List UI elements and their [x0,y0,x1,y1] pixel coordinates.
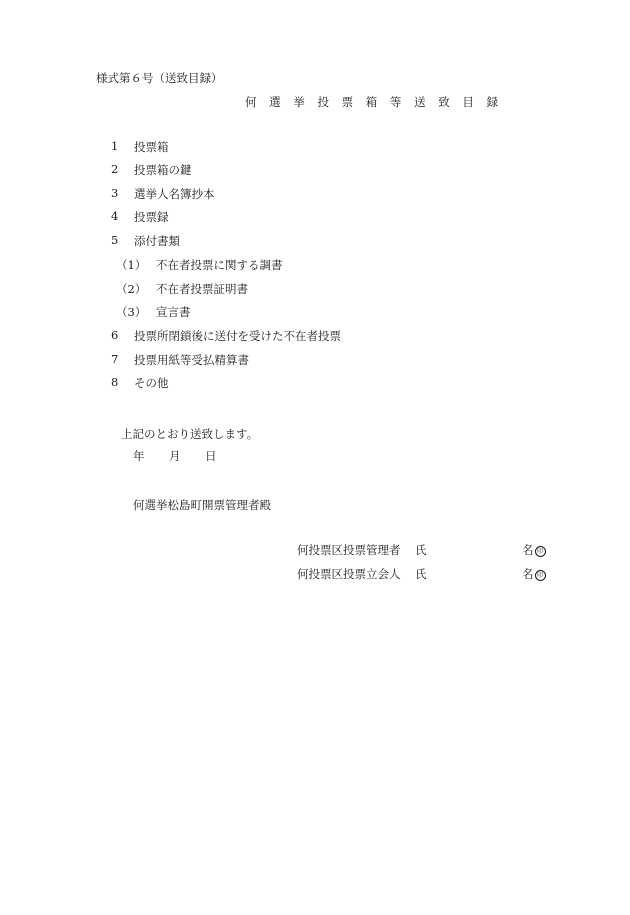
seal-icon: 印 [535,546,546,557]
recipient: 何選挙松島町開票管理者殿 [133,498,271,512]
sub-item-label: 宣言書 [156,305,191,319]
seal-icon: 印 [535,570,546,581]
item-label: 投票箱の鍵 [134,163,192,177]
date-day: 日 [205,449,217,463]
signature-row [297,566,557,582]
date-year: 年 [133,449,145,463]
sub-item-number: （1） [116,258,147,272]
item-number: 2 [111,162,119,176]
sub-item-label: 不在者投票に関する調書 [156,258,283,272]
item-label: 投票用紙等受払精算書 [134,353,249,367]
item-number: 1 [111,139,119,153]
sub-item-number: （3） [116,305,147,319]
signature-surname: 氏 [415,567,427,581]
sub-item-number: （2） [116,282,147,296]
date-month: 月 [169,449,181,463]
item-label: 投票所閉鎖後に送付を受けた不在者投票 [134,329,341,343]
item-label: 投票箱 [134,140,169,154]
signature-role: 何投票区投票立会人 [297,567,401,581]
item-number: 6 [111,328,119,342]
item-number: 5 [111,233,119,247]
item-number: 4 [111,209,119,223]
item-label: 投票録 [134,210,169,224]
signature-surname: 氏 [415,543,427,557]
item-label: 選挙人名簿抄本 [134,187,215,201]
item-label: その他 [134,376,169,390]
form-label: 様式第６号（送致目録） [96,71,223,85]
item-number: 7 [111,352,119,366]
closing-statement: 上記のとおり送致します。 [121,427,259,441]
item-number: 8 [111,375,119,389]
sub-item-label: 不在者投票証明書 [156,282,248,296]
signature-name: 名 印 [522,566,546,582]
signature-row [297,542,557,558]
item-label: 添付書類 [134,234,180,248]
document-title: 何 選 挙 投 票 箱 等 送 致 目 録 [245,95,503,109]
item-number: 3 [111,186,119,200]
signature-name: 名 印 [522,542,546,558]
signature-role: 何投票区投票管理者 [297,543,401,557]
